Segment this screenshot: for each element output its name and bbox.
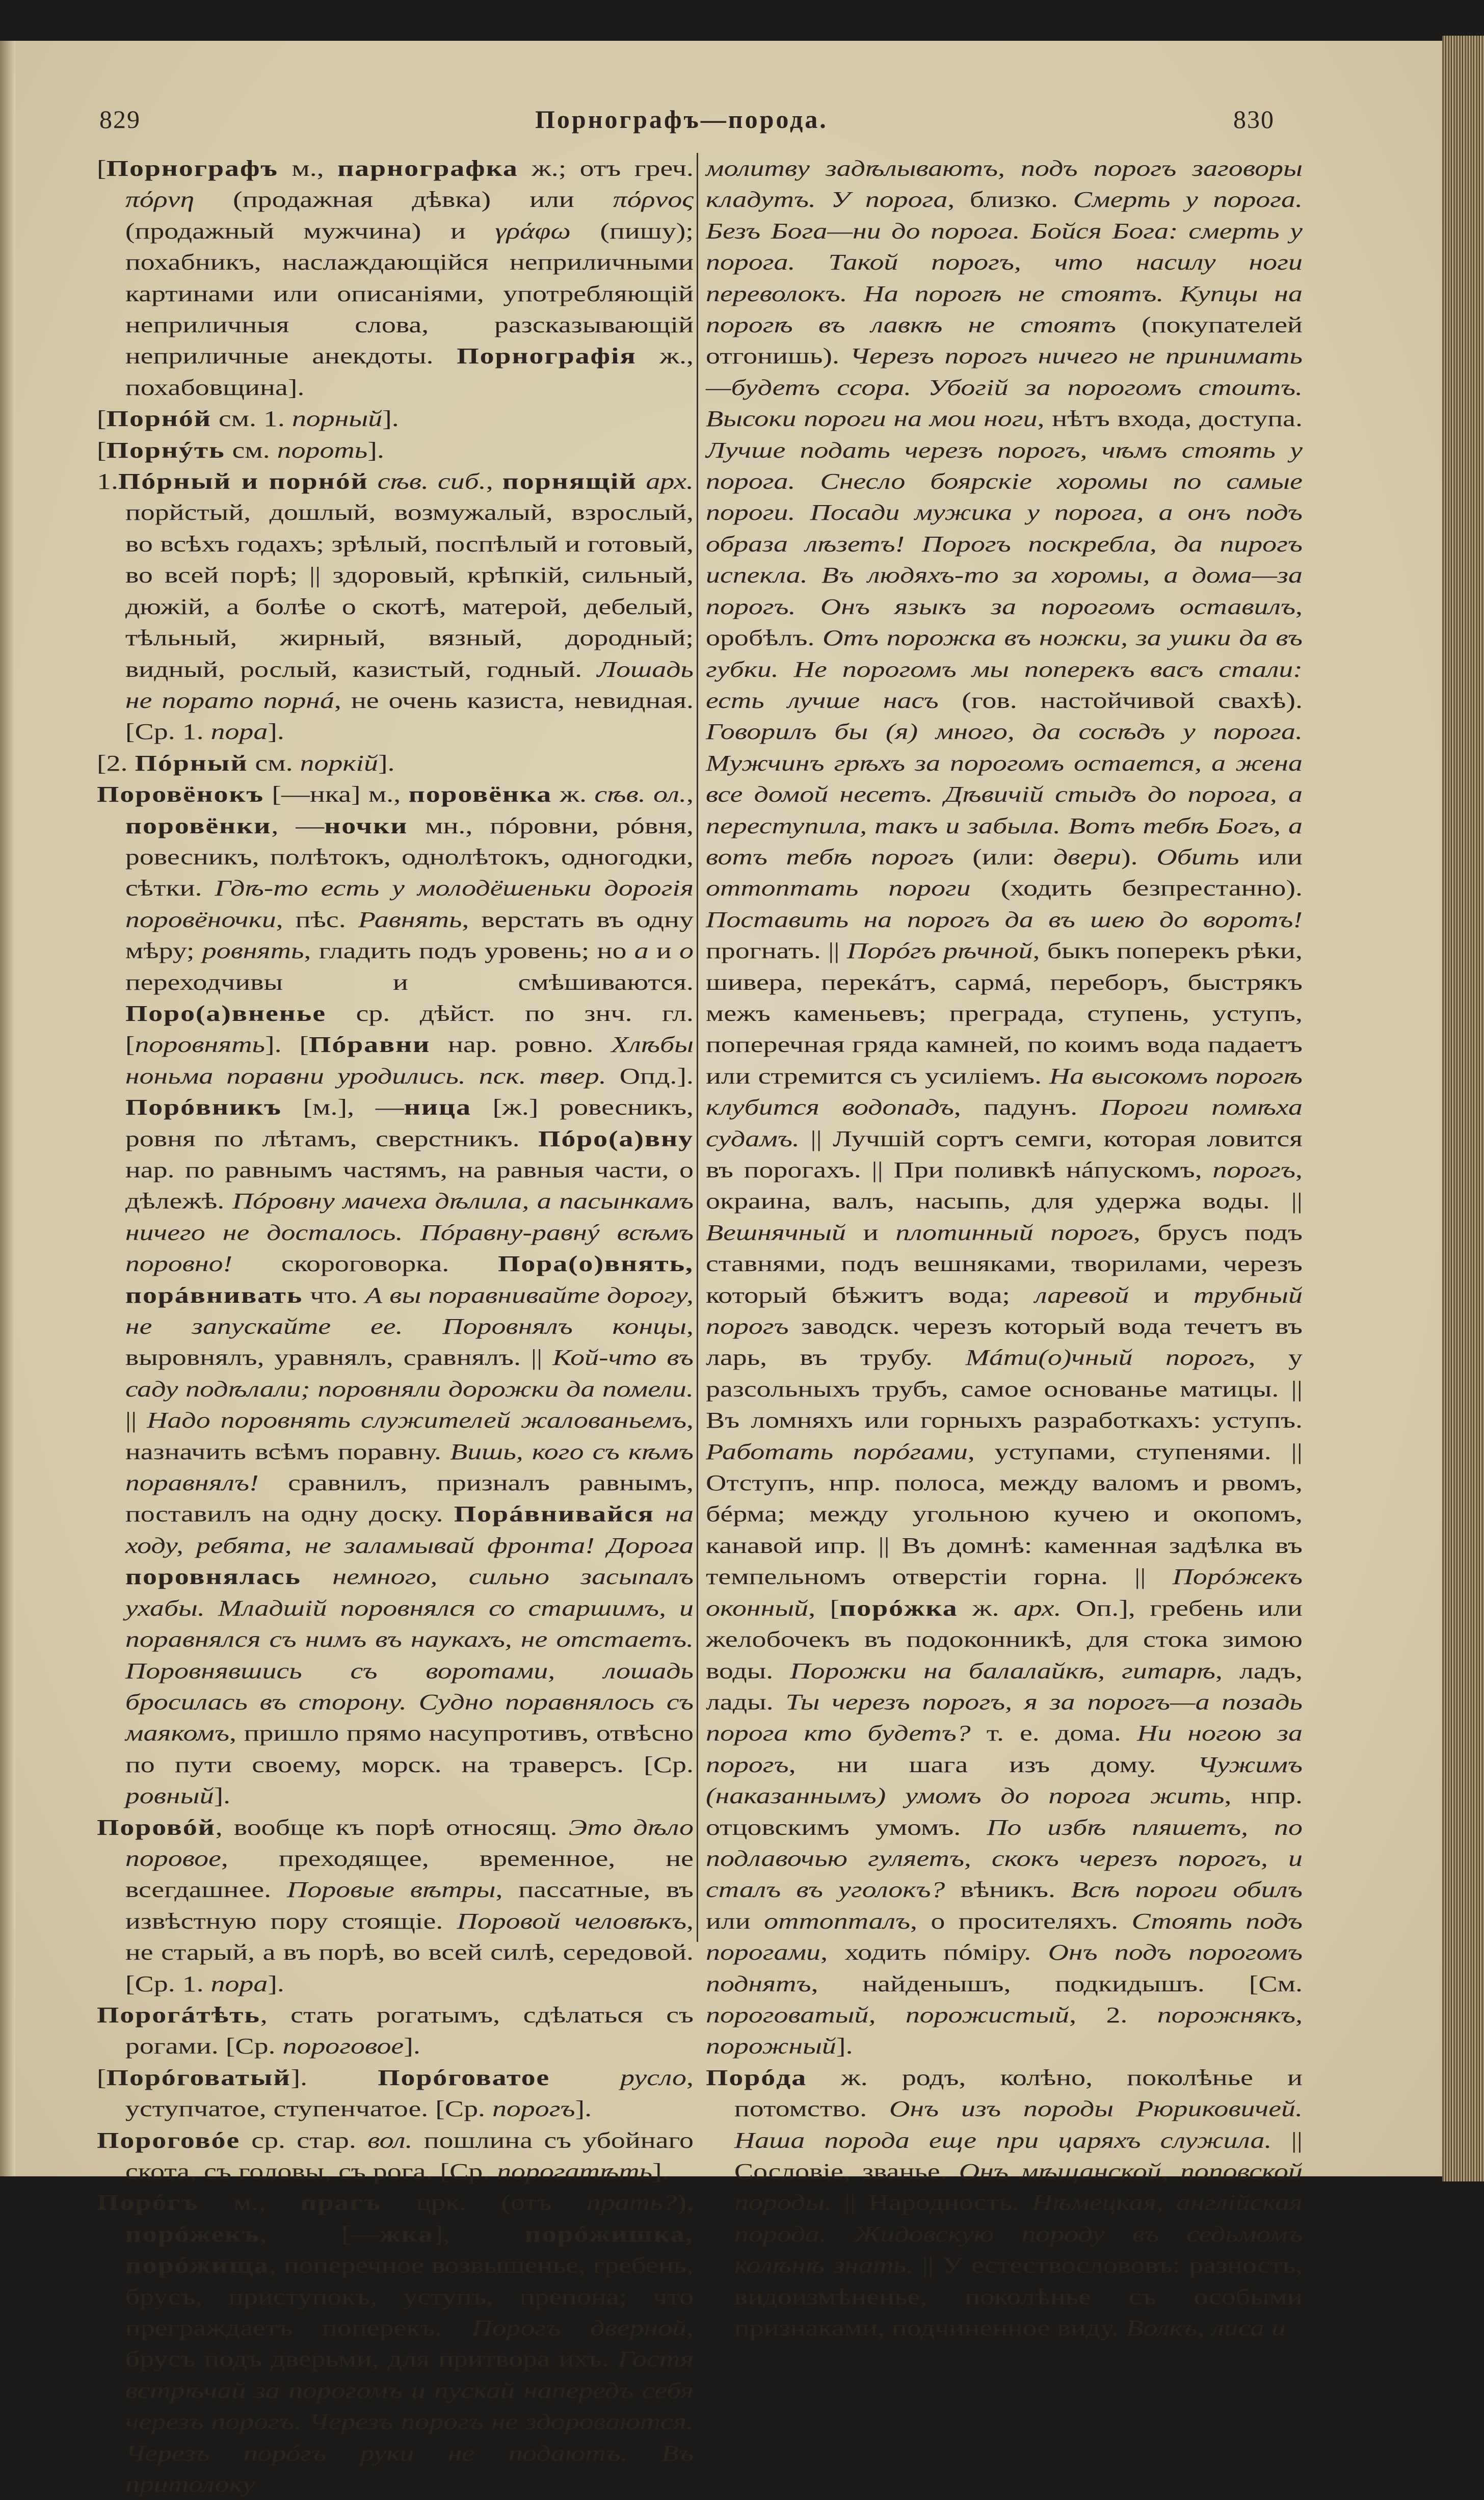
headword: Порóвникъ [125,1095,282,1120]
headword: жка [379,2221,434,2247]
headword: Пóрный [135,750,248,776]
body-text: ж.; отъ греч. [518,156,694,181]
body-text: [ж.] ровесникъ, ровня по лѣтамъ, сверстникъ. [125,1095,694,1151]
body-text: ]. [ [265,1032,309,1058]
body-text: || У естествослововъ: разность, видоизмѣненье, поколѣнье съ особыми признаками, подчиненное виду. [734,2253,1303,2341]
body-text: переходчивы и смѣшиваются. [125,969,694,995]
body-text: ж., похабовщина]. [125,344,694,400]
italic-text: Ни ногою за порогъ [706,1721,1303,1777]
italic-text: порожнякъ, порожный [706,2002,1303,2059]
body-text: , падунъ. [953,1095,1100,1120]
italic-text: Онъ мѣщанской, поповской породы. [734,2159,1303,2216]
dictionary-entry [97,1999,694,2062]
body-text: , не очень казиста, невидная. [Ср. 1. [125,688,694,745]
body-text: скороговорка. [232,1251,498,1277]
body-text: ]. [575,2096,592,2122]
italic-text: пороговое [282,2034,404,2059]
body-text: 1. [97,469,118,494]
body-text: мн., пóровни, рóвня, ровесникъ, полѣтокъ, однолѣтокъ, одногодки, сѣтки. [125,813,694,901]
italic-text: πόρνος [613,187,694,213]
italic-text: Работать порóгами [706,1439,968,1464]
dictionary-entry [97,2187,694,2500]
left-column [97,153,694,2500]
italic-text: По избѣ пляшетъ, по подлавочью гуляетъ, скокъ черезъ порогъ, и сталъ въ уголокъ? [706,1814,1303,1903]
body-text: (продажный мужчина) и [125,218,495,244]
dictionary-entry [706,2062,1303,2344]
body-text: , пассатные, въ извѣстную пору стоящіе. [125,1877,694,1934]
body-text: , уступами, ступенями. || Отступъ, нпр. полоса, между валомъ и рвомъ, бéрма; между угольною кучею и окопомъ, канавой ипр. || Въ домнѣ: каменная задѣлка въ темпельномъ отверстіи горна. || [706,1439,1303,1590]
body-text: , уступчатое, ступенчатое. [Ср. [125,2065,694,2122]
italic-text: πόρνη [125,187,195,213]
body-text: ж. родъ, колѣно, поколѣнье и потомство. [734,2065,1303,2122]
italic-text: Черезъ порогъ ничего не принимать—будетъ ссора. Убогій за порогомъ стоитъ. Высоки пороги на мои ноги [706,344,1303,432]
italic-text: арх. [646,469,694,494]
right-page-number: 830 [1233,105,1275,134]
body-text [654,1502,665,1527]
italic-text: а [634,938,649,964]
body-text: , стать рогатымъ, сдѣлаться съ рогами. [Ср. [125,2002,694,2059]
italic-text: плотинный порогъ [895,1220,1133,1245]
italic-text: А вы поравнивайте дорогу, не запускайте ее. Поровнялъ концы [125,1282,694,1339]
italic-text: Гостя встрѣчай за порогомъ и пускай напередъ себя черезъ порогъ. Черезъ порогъ не здороваются. Черезъ порóгъ руки не подаютъ. Въ притолоку [125,2347,694,2497]
body-text: (гов. настойчивой свахѣ). [938,688,1303,713]
italic-text: Поровые вѣтры [286,1877,496,1903]
italic-text: молитву задѣлываютъ, подъ порогъ заговоры кладутъ. У порога [706,156,1303,213]
headword: ночки [324,813,408,838]
italic-text: Порожки на балалайкѣ, гитарѣ [790,1658,1216,1683]
italic-text: о [679,938,694,964]
body-text: [2. [97,750,135,776]
italic-text: немного, сильно засыпалъ ухабы. Младшій поровнялся со старшимъ, и поравнялся съ нимъ въ наукахъ, не отстаетъ. Поровнявшись съ воротами, лошадь бросилась въ сторону. Судно поравнялось съ маякомъ [125,1564,694,1746]
italic-text: Порóжекъ оконный [706,1564,1303,1621]
headword: Пора(о)внять, порáвнивать [125,1251,694,1308]
body-text: ж. [551,782,595,807]
headword: Порогáтѣть [97,2002,260,2028]
italic-text: Надо поровнять служителей жалованьемъ [147,1408,686,1433]
body-text: или [1239,844,1303,870]
italic-text: порогатѣть [497,2159,653,2184]
body-text [368,469,378,494]
body-text: || Народность. [831,2190,1032,2216]
column-divider [697,153,698,1942]
body-text: т. е. дома. [970,1721,1137,1746]
italic-text: Поставить на порогъ да въ шею до воротъ! [706,907,1303,932]
body-text: црк. (отъ [381,2190,587,2216]
italic-text: Поровой человѣкъ [457,1908,686,1934]
italic-text: пора [210,719,268,745]
dictionary-entry [97,403,694,434]
italic-text: оттопталъ [764,1908,910,1934]
body-text: , не старый, а въ порѣ, во всей силѣ, середовой. [Ср. 1. [125,1908,694,1996]
body-text: порйстый, дошлый, возмужалый, взрослый, во всѣхъ годахъ; зрѣлый, поспѣлый и готовый, во всей порѣ; || здоровый, крѣпкій, сильный, дюжій, а болѣе о скотѣ, матерой, дебелый, тѣльный, жирный, вязный, дородный; видный, рослый, казистый, годный. [125,500,694,682]
headword: Поровёнокъ [97,782,264,807]
headword: Порóговатое [378,2065,550,2090]
body-text: , близко. [947,187,1073,213]
body-text: , о просителяхъ. [910,1908,1132,1934]
headword: порóжка [839,1595,958,1621]
body-text: , оробѣлъ. [706,594,1303,651]
headword: Пóро(а)вну [538,1126,694,1151]
dictionary-entry [97,2125,694,2188]
italic-text: Кой-что въ саду подѣлали; поровняли дорожки да помели. [125,1345,694,1402]
dictionary-entry [97,2062,694,2125]
italic-text: ровнять [202,938,304,964]
headword: Поро(а)вненье [125,1001,326,1026]
body-text: ]. [378,750,395,776]
body-text: , окраина, валъ, насыпь, для удержа воды. || [706,1157,1303,1214]
body-text: см. 1. [211,406,292,432]
body-text: (или: [953,844,1053,870]
italic-text: Порóгъ рѣчной [846,938,1033,964]
body-text: , найденышъ, подкидышъ. [См. [811,1971,1303,1996]
italic-text: Нѣмецкая, англійская порода. Жидовскую породу въ седьмомъ колѣнѣ знать. [734,2190,1303,2278]
headword: поровнялась [125,1564,301,1590]
headword: порнящій [502,469,637,494]
body-text: || Сословіе, званье. [734,2127,1303,2184]
headword: парнографка [337,156,518,181]
italic-text: сѣв. ол. [594,782,686,807]
italic-text: на ходу, ребята, не заламывай фронта! Дорога [125,1502,694,1558]
body-text: , преходящее, временное, не всегдашнее. [125,1846,694,1903]
italic-text: Вишь, кого съ кѣмъ поравнялъ! [125,1439,694,1496]
headword: Пороговóе [97,2127,241,2153]
body-text: и [648,938,679,964]
headword: Порнографъ [106,156,278,181]
headword: прагъ [300,2190,382,2216]
body-text [637,469,646,494]
body-text: , [— [259,2221,380,2247]
body-text: ]. [268,1971,284,1996]
headword: ница [404,1095,471,1120]
headword: Пóрный и порнóй [118,469,368,494]
body-text: , [486,469,502,494]
body-text: и [845,1220,896,1245]
body-text: ]. [268,719,284,745]
body-text: ]. [404,2034,420,2059]
headword: Порнографія [457,344,637,369]
body-text: , верстать въ одну мѣру; [125,907,694,964]
body-text: см. [248,750,300,776]
body-text: ж. [958,1595,1014,1621]
running-title: Порнографъ—порода. [535,105,828,134]
headword: порóжишка, порóжища [125,2221,694,2278]
body-text: , ходить пóміру. [820,1940,1048,1965]
body-text: ). [1121,844,1157,870]
italic-text: арх. [1013,1595,1062,1621]
dictionary-entry [706,153,1303,2062]
body-text: , 2. [1069,2002,1157,2028]
italic-text: вол. [367,2127,413,2153]
headword: поровёнки [125,813,272,838]
page-edges-stack [1442,36,1484,2181]
italic-text: Равнять [358,907,462,932]
body-text: [ [97,2065,107,2090]
italic-text: русло [620,2065,686,2090]
dictionary-entry [97,435,694,466]
body-text: ]. [382,406,399,432]
italic-text: Пороги помѣха судамъ. [706,1095,1303,1151]
body-text: ]. [836,2034,853,2059]
headword: Порнýть [106,437,225,463]
body-text: ]. [290,2065,378,2090]
italic-text: порный [292,406,383,432]
body-text: || [125,1408,147,1433]
italic-text: Это дѣло поровое [125,1814,694,1871]
italic-text: Стоять подъ порогами [706,1908,1303,1965]
body-text: , вообще къ порѣ относящ. [215,1814,569,1840]
body-text: , гладить подъ уровень; но [304,938,634,964]
body-text: , ладъ, лады. [706,1658,1303,1715]
body-text: (покупателей отгонишь). [706,312,1303,369]
body-text: , поперечное возвышенье, гребень, брусъ, приступокъ, уступъ, препона; что преграждаетъ поперекъ. [125,2253,694,2341]
headword: Порóгъ [97,2190,199,2216]
italic-text: γράφω [495,218,571,244]
body-text: Опд.]. [606,1063,694,1089]
body-text: см. [225,437,277,463]
body-text: , [686,782,694,807]
headword: Порáвнивайся [454,1502,654,1527]
body-text: , — [271,813,325,838]
headword: Порóда [706,2065,807,2090]
headword: Порóговатый [106,2065,291,2090]
body-text [301,1564,332,1589]
italic-text: Волкъ, лиса и [1126,2315,1286,2341]
italic-text: Ты черезъ порогъ, я за порогъ—а позадь порога кто будетъ? [706,1689,1303,1746]
body-text: [ [97,437,107,463]
italic-text: Всѣ пороги обилъ [1071,1877,1303,1903]
body-text: [—нка] м., [263,782,409,807]
dictionary-entry [97,779,694,1811]
body-text [550,2065,620,2090]
body-text: ), [677,2190,694,2216]
italic-text: Обить [1156,844,1239,870]
italic-text: поркій [300,750,378,776]
body-text: (продажная дѣвка) или [194,187,613,213]
left-page-number: 829 [99,105,141,134]
body-text: ]. [214,1783,231,1809]
italic-text: Онъ изъ породы Рюриковичей. Наша порода еще при царяхъ служила. [734,2096,1303,2153]
body-text: м., [198,2190,301,2216]
body-text: или [706,1908,764,1934]
dictionary-entry [97,466,694,748]
body-text: || Лучшій сортъ семги, которая ловится въ порогахъ. || При поливкѣ нáпускомъ, [706,1126,1303,1182]
body-text: , быкъ поперекъ рѣки, шивера, перекáтъ, сармá, переборъ, быстрякъ межъ каменьевъ; преграда, ступень, уступъ, поперечная гряда камней, по коимъ вода падаетъ или стремится съ усиліемъ. [706,938,1303,1089]
body-text: ]. [652,2159,669,2184]
body-text: (ходить безпрестанно). [970,876,1303,901]
body-text: , нѣтъ входа, доступа. [1037,406,1303,432]
body-text: , пришло прямо насупротивъ, отвѣсно по пути своему, морск. на траверсъ. [Ср. [125,1721,694,1777]
headword: Порнóй [106,406,211,432]
body-text: что. [303,1282,365,1308]
italic-text: оттоптать пороги [706,876,971,901]
italic-text: поровнять [135,1032,266,1058]
body-text: нар. по равнымъ частямъ, на равныя части, о дѣлежѣ. [125,1157,694,1214]
italic-text: Мáти(о)чный порогъ [965,1345,1249,1371]
italic-text: Лошадь не порато порнá [125,656,694,713]
headword: Пóравни [308,1032,431,1058]
italic-text: пороговатый, порожистый [706,2002,1070,2028]
italic-text: Пóровну мачеха дѣлила, а пасынкамъ ничего не досталось. Пóравну-равнý всѣмъ поровно! [125,1189,694,1277]
italic-text: Порогъ дверной [471,2315,686,2341]
body-text: ср. стар. [240,2127,368,2153]
italic-text: порогъ [1212,1157,1295,1182]
italic-text: ровный [125,1783,214,1809]
headword: порóжекъ [125,2221,260,2247]
body-text: сравнилъ, призналъ равнымъ, поставилъ на одну доску. [125,1470,694,1527]
body-text: ], [433,2221,525,2247]
dictionary-entry [97,153,694,403]
body-text: ср. дѣйст. по знч. гл. [ [125,1001,694,1058]
headword: Поровóй [97,1814,216,1840]
italic-text: ларевой [1035,1282,1129,1308]
italic-text: Онъ подъ порогомъ поднятъ [706,1940,1303,1996]
body-text: нар. ровно. [430,1032,612,1058]
right-column [706,153,1303,2344]
body-text: , брусъ подъ дверьми, для притвора ихъ. [125,2315,694,2372]
italic-text: Гдѣ-то есть у молодёшеньки дорогія поровёночки [125,876,694,932]
body-text: [м.], — [281,1095,404,1120]
italic-text: трубный порогъ [706,1282,1303,1339]
body-text: , брусъ подъ ставнями, подъ вешняками, творилами, черезъ который бѣжитъ вода; [706,1220,1303,1308]
italic-text: прать? [586,2190,677,2216]
italic-text: порогъ [492,2096,575,2122]
italic-text: На высокомъ порогѣ клубится водопадъ [706,1063,1303,1120]
page-gutter-shadow [0,41,15,2176]
body-text: , у разсольныхъ трубъ, самое основанье матицы. || Въ ломняхъ или горныхъ разработкахъ: уступъ. [706,1345,1303,1433]
body-text: , ни шага изъ дому. [788,1752,1198,1777]
body-text: , [ [808,1595,840,1621]
dictionary-entry [97,1812,694,1999]
body-text: пошлина съ убойнаго скота, съ головы, съ рога. [Ср. [125,2127,694,2184]
body-text: вѣникъ. [945,1877,1071,1903]
italic-text: Вешнячный [706,1220,846,1245]
italic-text: Чужимъ (наказаннымъ) умомъ до порога жить [706,1752,1303,1809]
italic-text: пора [210,1971,268,1996]
italic-text: Смерть у порога. Безъ Бога—ни до порога. Бойся Бога: смерть у порога. Такой порогъ, что насилу ноги переволокъ. На порогѣ не стоятъ. Купцы на порогѣ въ лавкѣ не стоятъ [706,187,1303,338]
dictionary-entry [97,748,694,779]
body-text: Оп.], гребень или желобочекъ въ подоконникѣ, для стока зимою воды. [706,1595,1303,1683]
body-text: , выровнялъ, уравнялъ, сравнялъ. || [125,1314,694,1371]
italic-text: двери [1053,844,1122,870]
italic-text: Лучше подать черезъ порогъ, чѣмъ стоять у порога. Снесло боярскіе хоромы по самые пороги. Посади мужика у порога, а онъ подъ образа лѣзетъ! Порогъ поскребла, да пирогъ испекла. Въ людяхъ-то за хоромы, а дома—за порогъ. Онъ языкъ за порогомъ оставилъ [706,437,1303,619]
body-text: заводск. черезъ который вода течетъ въ ларь, въ трубу. [706,1314,1303,1371]
body-text: ]. [367,437,384,463]
body-text: , нпр. отцовскимъ умомъ. [706,1783,1303,1840]
italic-text: сѣв. сиб. [377,469,486,494]
italic-text: Хлѣбы ноньма поравни уродились. пск. твер. [125,1032,694,1089]
body-text: [ [97,406,107,432]
body-text: , пѣс. [276,907,358,932]
italic-text: Отъ порожка въ ножки, за ушки да въ губки. Не порогомъ мы поперекъ васъ стали: есть лучше насъ [706,625,1303,713]
body-text: (пишу); похабникъ, наслаждающійся неприличными картинами или описаніями, употребляющій неприличныя слова, разсказывающій неприличные анекдоты. [125,218,694,369]
body-text: м., [278,156,338,181]
body-text: прогнать. || [706,938,847,964]
headword: поровёнка [408,782,552,807]
italic-text: Говорилъ бы (я) много, да сосѣдъ у порога. Мужчинъ грѣхъ за порогомъ остается, а жена все домой несетъ. Дѣвичій стыдъ до порога, а переступила, такъ и забыла. Вотъ тебѣ Богъ, а вотъ тебѣ порогъ [706,719,1303,870]
italic-text: пороть [277,437,368,463]
body-text: и [1129,1282,1194,1308]
body-text: , назначить всѣмъ поравну. [125,1408,694,1464]
body-text: [ [97,156,107,181]
